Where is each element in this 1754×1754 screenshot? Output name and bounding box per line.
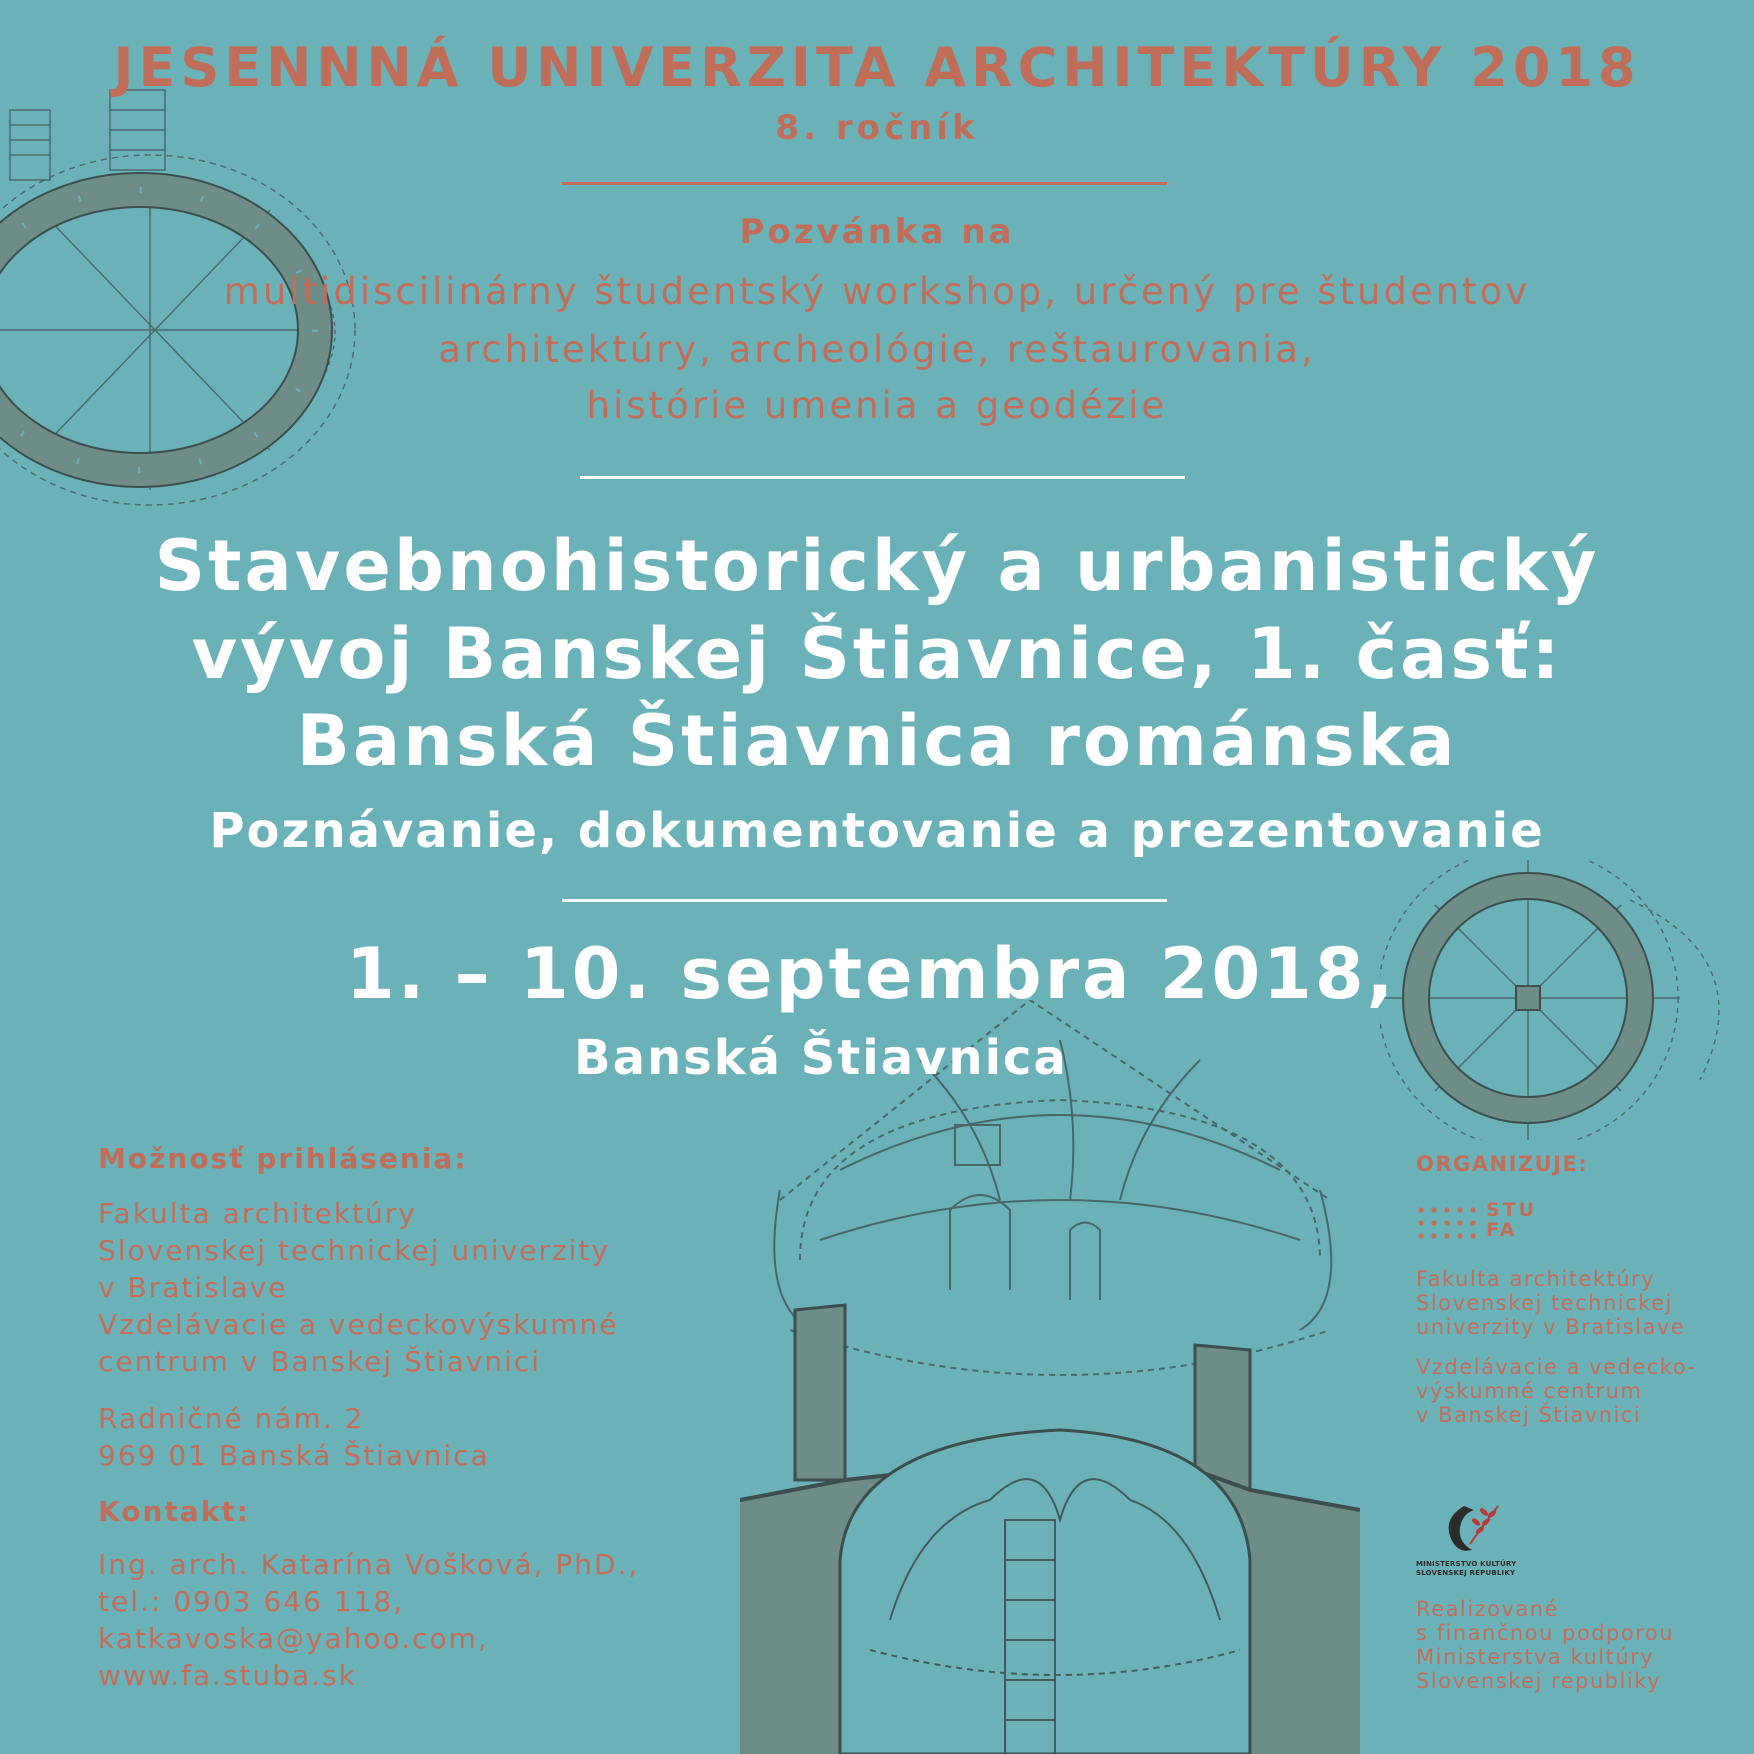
invitation-label: Pozvánka na bbox=[739, 212, 1015, 252]
description-line-1: multidiscilinárny študentský workshop, určený pre študentov bbox=[223, 270, 1531, 313]
headline-line-3: Banská Štiavnica románska bbox=[296, 700, 1458, 782]
headline-line-1: Stavebnohistorický a urbanistický bbox=[154, 525, 1600, 607]
contact-website[interactable]: www.fa.stuba.sk bbox=[98, 1659, 357, 1692]
contact-phone: tel.: 0903 646 118, bbox=[98, 1585, 405, 1618]
organizer-centre-line: Vzdelávacie a vedecko- bbox=[1416, 1355, 1697, 1379]
event-dates: 1. – 10. septembra 2018, bbox=[346, 933, 1397, 1015]
registration-line: Slovenskej technickej univerzity bbox=[98, 1234, 610, 1267]
organizer-centre-line: v Banskej Štiavnici bbox=[1416, 1403, 1642, 1427]
sponsor-line: s finančnou podporou bbox=[1416, 1621, 1675, 1645]
stu-logo-text: STU bbox=[1486, 1199, 1538, 1221]
ministry-logo-text: MINISTERSTVO KULTÚRY bbox=[1416, 1560, 1517, 1568]
headline-line-2: vývoj Banskej Štiavnice, 1. časť: bbox=[191, 613, 1563, 695]
fa-logo-text: FA bbox=[1486, 1219, 1518, 1241]
registration-institution bbox=[98, 1195, 619, 1380]
ministry-logo-text: SLOVENSKEJ REPUBLIKY bbox=[1416, 1569, 1516, 1577]
sponsor-line: Realizované bbox=[1416, 1597, 1560, 1621]
organizer-line: Slovenskej technickej bbox=[1416, 1291, 1673, 1315]
organizer-centre bbox=[1416, 1355, 1697, 1427]
organizer-line: univerzity v Bratislave bbox=[1416, 1315, 1686, 1339]
divider-white-2 bbox=[562, 899, 1167, 902]
registration-line: centrum v Banskej Štiavnici bbox=[98, 1345, 542, 1378]
organizer-institution bbox=[1416, 1267, 1685, 1339]
divider-white-1 bbox=[580, 476, 1185, 479]
registration-heading: Možnosť prihlásenia: bbox=[98, 1142, 468, 1175]
address-line: Radničné nám. 2 bbox=[98, 1402, 365, 1435]
address-line: 969 01 Banská Štiavnica bbox=[98, 1439, 490, 1472]
description-line-2: architektúry, archeológie, reštaurovania, bbox=[438, 328, 1316, 371]
rotunda-cutaway-drawing bbox=[740, 1000, 1360, 1754]
sponsor-note bbox=[1416, 1597, 1674, 1693]
round-floor-plan-drawing bbox=[1380, 860, 1754, 1140]
dot-grid-logo-icon bbox=[1418, 1206, 1488, 1248]
description-line-3: histórie umenia a geodézie bbox=[586, 384, 1168, 427]
registration-address bbox=[98, 1400, 490, 1474]
contact-person: Ing. arch. Katarína Vošková, PhD., bbox=[98, 1548, 640, 1581]
divider-top bbox=[562, 182, 1167, 185]
event-place: Banská Štiavnica bbox=[574, 1030, 1068, 1086]
registration-line: Vzdelávacie a vedeckovýskumné bbox=[98, 1308, 619, 1341]
contact-heading: Kontakt: bbox=[98, 1495, 250, 1528]
organizer-line: Fakulta architektúry bbox=[1416, 1267, 1656, 1291]
registration-line: Fakulta architektúry bbox=[98, 1197, 417, 1230]
edition-label: 8. ročník bbox=[775, 108, 979, 148]
contact-email[interactable]: katkavoska@yahoo.com, bbox=[98, 1622, 489, 1655]
sponsor-line: Slovenskej republiky bbox=[1416, 1669, 1662, 1693]
contact-details bbox=[98, 1546, 639, 1694]
registration-line: v Bratislave bbox=[98, 1271, 288, 1304]
ministry-emblem-icon bbox=[1440, 1500, 1510, 1560]
headline-subtitle: Poznávanie, dokumentovanie a prezentovanie bbox=[209, 803, 1545, 859]
sponsor-line: Ministerstva kultúry bbox=[1416, 1645, 1655, 1669]
organizer-centre-line: výskumné centrum bbox=[1416, 1379, 1643, 1403]
event-title: JESENNNÁ UNIVERZITA ARCHITEKTÚRY 2018 bbox=[113, 36, 1641, 99]
organizer-heading: ORGANIZUJE: bbox=[1416, 1152, 1589, 1176]
